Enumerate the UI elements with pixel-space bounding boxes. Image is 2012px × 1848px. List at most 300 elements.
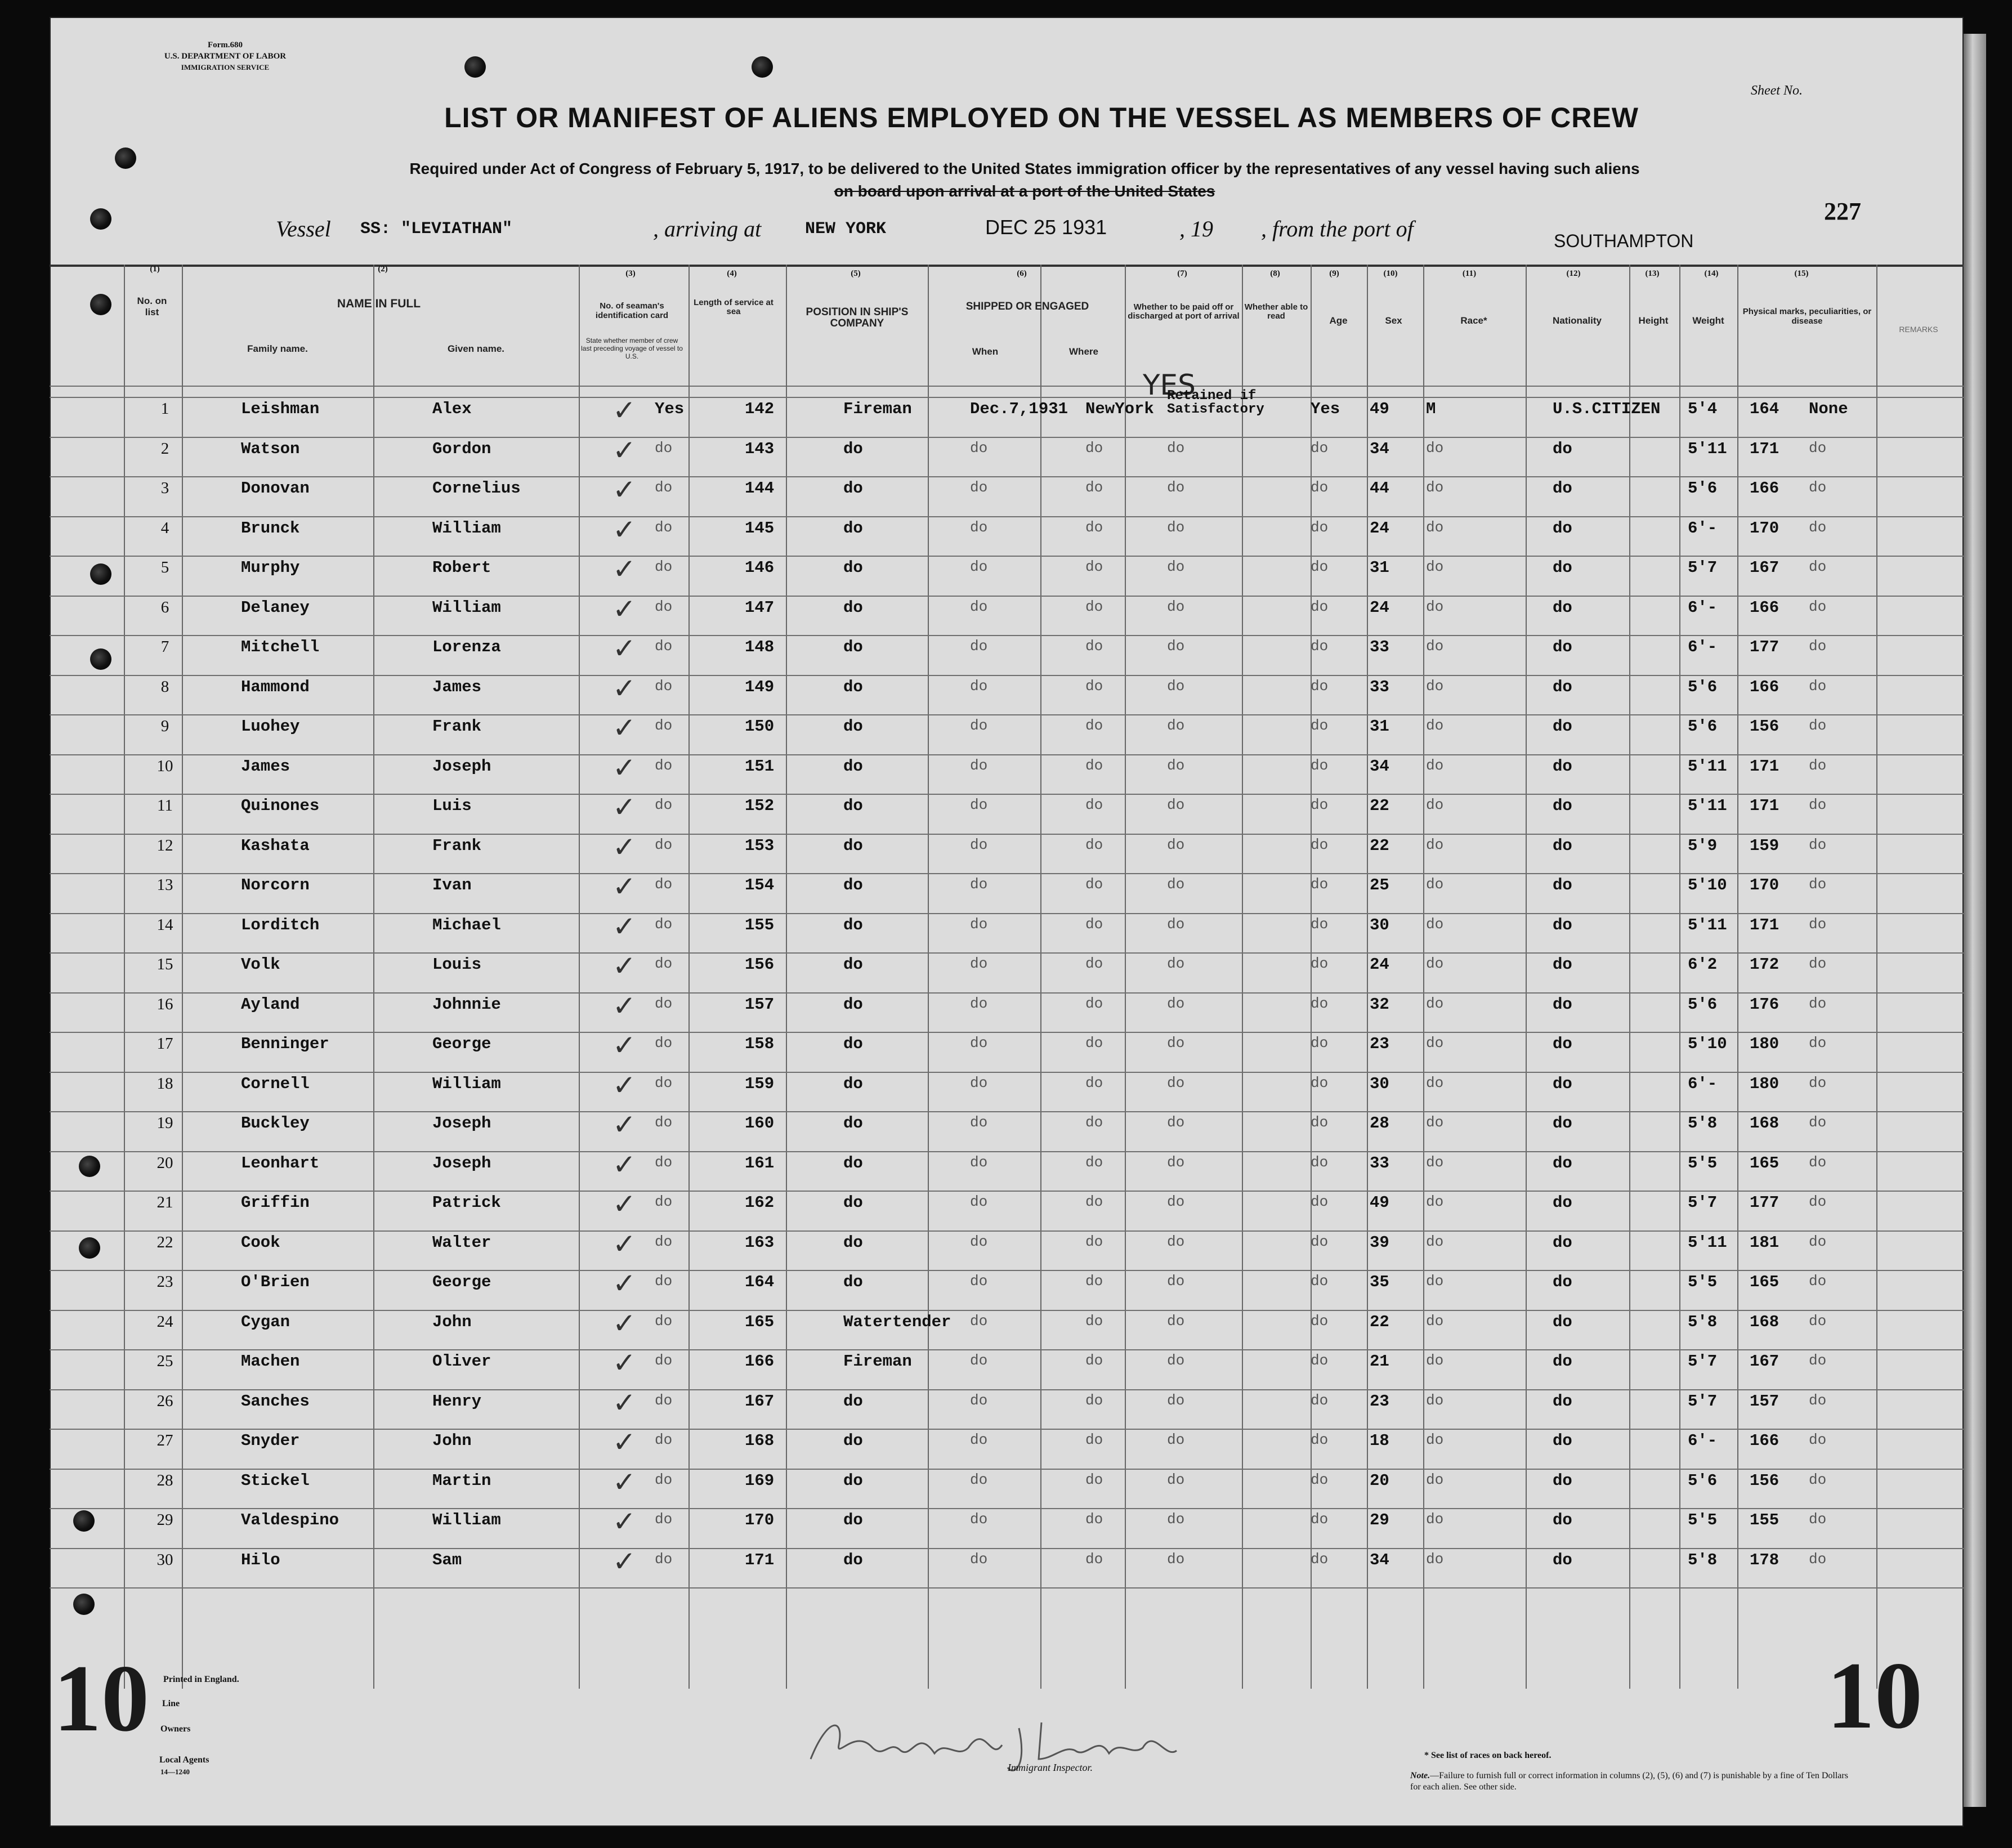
cell-service: 149 [745,678,775,696]
cell-card: do [655,558,673,575]
cell-when: do [970,836,988,853]
cell-given: Joseph [432,1114,491,1133]
cell-position: do [843,479,863,498]
cell-no: 29 [157,1511,173,1529]
cell-where: do [1085,955,1103,972]
cell-age: 18 [1370,1431,1389,1450]
cell-height: 5'6 [1688,717,1718,736]
cell-family: Benninger [241,1035,329,1053]
cell-weight: 176 [1750,995,1779,1014]
cell-age: 24 [1370,598,1389,617]
header-family-name: Family name. [247,343,308,354]
cell-height: 5'7 [1688,1352,1718,1371]
cell-weight: 156 [1750,717,1779,736]
cell-family: Delaney [241,598,310,617]
cell-family: Snyder [241,1431,300,1450]
cell-service: 168 [745,1431,775,1450]
cell-read: do [1311,1313,1329,1330]
cell-nationality: do [1553,440,1572,458]
form-service: IMMIGRATION SERVICE [181,63,270,71]
cell-family: Kashata [241,836,310,855]
cell-where: NewYork [1085,400,1154,418]
cell-family: Donovan [241,479,310,498]
sheet-label: Sheet No. [1751,83,1803,98]
cell-sex: do [1426,598,1444,615]
cell-nationality: do [1553,1114,1572,1133]
cell-family: Brunck [241,519,300,538]
cell-service: 163 [745,1233,775,1252]
cell-position: do [843,1273,863,1291]
cell-when: do [970,797,988,813]
cell-weight: 166 [1750,678,1779,696]
cell-position: do [843,1075,863,1093]
cell-where: do [1085,1035,1103,1051]
checkmark-icon: ✓ [612,1505,636,1538]
table-row [50,990,1964,1035]
cell-paid: do [1167,955,1185,972]
col-number-6: (6) [1017,269,1027,278]
cell-nationality: do [1553,1352,1572,1371]
table-row [50,388,1964,439]
table-row [50,1545,1964,1590]
cell-marks: do [1809,1352,1827,1369]
cell-paid: do [1167,1075,1185,1091]
cell-weight: 181 [1750,1233,1779,1252]
cell-weight: 180 [1750,1035,1779,1053]
cell-weight: 172 [1750,955,1779,974]
cell-sex: do [1426,440,1444,457]
cell-where: do [1085,1075,1103,1091]
cell-read: do [1311,678,1329,695]
subtitle-line-1: Required under Act of Congress of February 5, 1917, to be delivered to the United States immigration officer by the representatives of any vessel having such aliens [409,160,1640,177]
cell-paid: Retained if Satisfactory [1167,388,1264,417]
cell-paid: do [1167,598,1185,615]
header-where: Where [1069,346,1098,357]
cell-weight: 170 [1750,519,1779,538]
cell-where: do [1085,1352,1103,1369]
cell-paid: do [1167,1233,1185,1250]
cell-service: 155 [745,916,775,934]
cell-age: 23 [1370,1392,1389,1411]
cell-no: 2 [160,440,169,458]
cell-service: 160 [745,1114,775,1133]
cell-weight: 178 [1750,1551,1779,1569]
cell-age: 30 [1370,916,1389,934]
cell-service: 153 [745,836,775,855]
cell-age: 33 [1370,638,1389,656]
table-row [50,553,1964,598]
cell-where: do [1085,1511,1103,1528]
cell-nationality: do [1553,1551,1572,1569]
cell-sex: do [1426,1193,1444,1210]
table-row [50,1069,1964,1114]
cell-when: do [970,1313,988,1330]
cell-where: do [1085,1193,1103,1210]
cell-nationality: do [1553,1193,1572,1212]
cell-position: do [843,1392,863,1411]
cell-given: George [432,1035,491,1053]
cell-position: do [843,678,863,696]
cell-service: 151 [745,757,775,776]
cell-given: Joseph [432,1154,491,1173]
cell-paid: do [1167,479,1185,496]
cell-sex: do [1426,1352,1444,1369]
cell-height: 5'7 [1688,558,1718,577]
table-row [50,1346,1964,1391]
checkmark-icon: ✓ [612,1148,636,1181]
checkmark-icon: ✓ [612,632,636,665]
cell-height: 5'6 [1688,678,1718,696]
cell-card: do [655,519,673,536]
cell-read: Yes [1311,400,1340,418]
cell-when: do [970,717,988,734]
cell-paid: do [1167,1352,1185,1369]
checkmark-icon: ✓ [612,553,636,585]
cell-age: 34 [1370,757,1389,776]
cell-weight: 171 [1750,797,1779,815]
cell-height: 5'7 [1688,1193,1718,1212]
cell-card: do [655,638,673,655]
cell-given: Oliver [432,1352,491,1371]
cell-marks: do [1809,757,1827,774]
cell-paid: do [1167,440,1185,457]
cell-given: Robert [432,558,491,577]
table-row [50,1466,1964,1511]
cell-weight: 177 [1750,1193,1779,1212]
cell-weight: 170 [1750,876,1779,894]
cell-paid: do [1167,1511,1185,1528]
cell-family: Stickel [241,1471,310,1490]
table-row [50,1505,1964,1550]
cell-family: Lorditch [241,916,320,934]
date-stamp: DEC 25 1931 [985,216,1107,239]
cell-height: 5'7 [1688,1392,1718,1411]
checkmark-icon: ✓ [612,593,636,625]
cell-family: Cygan [241,1313,290,1331]
header-name-in-full: NAME IN FULL [337,297,421,310]
cell-family: Griffin [241,1193,310,1212]
cell-height: 5'8 [1688,1551,1718,1569]
cell-paid: do [1167,916,1185,933]
cell-nationality: do [1553,757,1572,776]
cell-read: do [1311,1551,1329,1568]
cell-no: 19 [157,1114,173,1132]
header-id-card: No. of seaman's identification card [595,301,669,320]
cell-when: do [970,1075,988,1091]
cell-nationality: do [1553,638,1572,656]
departure-port: SOUTHAMPTON [1554,231,1694,251]
cell-height: 5'11 [1688,797,1727,815]
cell-card: do [655,717,673,734]
cell-nationality: do [1553,558,1572,577]
cell-card: do [655,836,673,853]
col-number-5: (5) [851,269,861,278]
cell-given: Johnnie [432,995,501,1014]
cell-no: 17 [157,1035,173,1053]
cell-weight: 166 [1750,1431,1779,1450]
cell-where: do [1085,1114,1103,1131]
cell-service: 171 [745,1551,775,1569]
cell-sex: do [1426,1392,1444,1409]
cell-marks: do [1809,1075,1827,1091]
signature-svg [805,1706,1199,1779]
cell-sex: M [1426,400,1436,418]
cell-nationality: do [1553,1075,1572,1093]
punch-hole [464,56,486,78]
cell-given: James [432,678,482,696]
cell-paid: do [1167,558,1185,575]
cell-read: do [1311,876,1329,893]
cell-sex: do [1426,916,1444,933]
table-row [50,1108,1964,1153]
cell-read: do [1311,638,1329,655]
cell-weight: 159 [1750,836,1779,855]
cell-paid: do [1167,678,1185,695]
cell-height: 5'11 [1688,440,1727,458]
cell-given: Cornelius [432,479,521,498]
header-bottom-rule [50,386,1964,387]
cell-where: do [1085,757,1103,774]
cell-when: do [970,1551,988,1568]
cell-marks: do [1809,638,1827,655]
checkmark-icon: ✓ [612,1267,636,1300]
cell-no: 16 [157,995,173,1013]
cell-nationality: do [1553,1035,1572,1053]
cell-nationality: do [1553,955,1572,974]
cell-family: Watson [241,440,300,458]
cell-sex: do [1426,1114,1444,1131]
cell-paid: do [1167,1471,1185,1488]
cell-read: do [1311,1035,1329,1051]
row-rule [50,397,1964,398]
checkmark-icon: ✓ [612,434,636,467]
cell-age: 22 [1370,797,1389,815]
checkmark-icon: ✓ [612,1188,636,1220]
cell-given: Frank [432,836,482,855]
cell-nationality: do [1553,1313,1572,1331]
cell-given: Sam [432,1551,462,1569]
cell-when: do [970,1511,988,1528]
cell-read: do [1311,1193,1329,1210]
cell-card: do [655,1392,673,1409]
table-row [50,831,1964,876]
cell-marks: do [1809,1114,1827,1131]
cell-age: 23 [1370,1035,1389,1053]
cell-no: 6 [160,598,169,616]
cell-paid: do [1167,1392,1185,1409]
cell-age: 33 [1370,1154,1389,1173]
cell-height: 5'10 [1688,1035,1727,1053]
cell-sex: do [1426,836,1444,853]
cell-read: do [1311,1233,1329,1250]
cell-height: 5'5 [1688,1273,1718,1291]
cell-sex: do [1426,1471,1444,1488]
cell-no: 8 [160,678,169,696]
cell-marks: do [1809,558,1827,575]
cell-family: Leishman [241,400,320,418]
cell-age: 44 [1370,479,1389,498]
cell-family: Hammond [241,678,310,696]
cell-position: Fireman [843,400,912,418]
cell-given: Martin [432,1471,491,1490]
cell-age: 39 [1370,1233,1389,1252]
cell-where: do [1085,1431,1103,1448]
table-row [50,870,1964,915]
table-row [50,712,1964,757]
cell-sex: do [1426,558,1444,575]
arrival-port: NEW YORK [805,220,887,239]
checkmark-icon: ✓ [612,1545,636,1578]
footer-owners-label: Owners [160,1724,191,1734]
year-label: , 19 [1179,216,1213,241]
cell-where: do [1085,876,1103,893]
cell-given: Luis [432,797,472,815]
header-physical-marks: Physical marks, peculiarities, or disease [1742,307,1872,326]
cell-no: 1 [160,400,169,418]
note-label: Note. [1410,1771,1430,1780]
cell-height: 5'10 [1688,876,1727,894]
cell-family: Quinones [241,797,320,815]
cell-paid: do [1167,519,1185,536]
cell-age: 34 [1370,1551,1389,1569]
cell-family: James [241,757,290,776]
cell-marks: do [1809,916,1827,933]
col-number-4: (4) [727,269,737,278]
cell-nationality: do [1553,1511,1572,1529]
cell-marks: do [1809,836,1827,853]
cell-paid: do [1167,836,1185,853]
cell-nationality: do [1553,1471,1572,1490]
cell-age: 22 [1370,836,1389,855]
table-row [50,751,1964,797]
cell-given: John [432,1313,472,1331]
cell-nationality: do [1553,1392,1572,1411]
cell-when: do [970,1114,988,1131]
cell-age: 21 [1370,1352,1389,1371]
cell-marks: do [1809,1233,1827,1250]
table-row [50,632,1964,677]
cell-weight: 167 [1750,1352,1779,1371]
checkmark-icon: ✓ [612,1108,636,1141]
checkmark-icon: ✓ [612,1228,636,1260]
cell-height: 5'6 [1688,1471,1718,1490]
cell-card: do [655,1313,673,1330]
cell-when: do [970,1471,988,1488]
header-race: Race* [1460,315,1487,326]
cell-nationality: do [1553,519,1572,538]
footer-line-label: Line [162,1699,180,1708]
cell-no: 30 [157,1551,173,1569]
cell-weight: 156 [1750,1471,1779,1490]
inspector-label: Immigrant Inspector. [1008,1762,1093,1773]
header-no-on-list: No. on list [137,296,167,317]
cell-weight: 171 [1750,757,1779,776]
cell-given: William [432,1511,501,1529]
cell-read: do [1311,558,1329,575]
arriving-label: , arriving at [653,216,762,241]
cell-sex: do [1426,479,1444,496]
cell-no: 28 [157,1471,173,1489]
cell-where: do [1085,638,1103,655]
cell-where: do [1085,797,1103,813]
form-department: U.S. DEPARTMENT OF LABOR [164,52,287,61]
cell-no: 18 [157,1075,173,1093]
checkmark-icon: ✓ [612,1307,636,1340]
cell-marks: do [1809,678,1827,695]
cell-height: 5'5 [1688,1511,1718,1529]
cell-marks: None [1809,400,1848,418]
vessel-name: SS: "LEVIATHAN" [360,220,513,239]
header-given-name: Given name. [447,343,505,354]
cell-card: do [655,1511,673,1528]
header-length-of-service: Length of service at sea [694,298,773,316]
cell-where: do [1085,1154,1103,1171]
cell-position: do [843,1431,863,1450]
table-row [50,950,1964,995]
cell-where: do [1085,1313,1103,1330]
cell-family: Cornell [241,1075,310,1093]
sheet-number: 227 [1824,198,1861,225]
cell-card: do [655,955,673,972]
cell-position: do [843,876,863,894]
cell-marks: do [1809,1313,1827,1330]
cell-marks: do [1809,598,1827,615]
checkmark-icon: ✓ [612,950,636,982]
header-shipped-engaged: SHIPPED OR ENGAGED [965,301,1089,312]
cell-weight: 165 [1750,1273,1779,1291]
races-note: * See list of races on back hereof. [1424,1751,1552,1760]
page-subtitle [236,158,1813,203]
cell-when: do [970,1193,988,1210]
cell-family: Hilo [241,1551,280,1569]
cell-given: Alex [432,400,472,418]
cell-given: Joseph [432,757,491,776]
table-row [50,593,1964,638]
cell-when: Dec.7,1931 [970,400,1068,418]
big-number-left: 10 [53,1645,149,1751]
cell-weight: 168 [1750,1313,1779,1331]
cell-marks: do [1809,1193,1827,1210]
cell-service: 146 [745,558,775,577]
cell-sex: do [1426,1154,1444,1171]
vessel-label: Vessel [276,216,331,241]
cell-sex: do [1426,1551,1444,1568]
cell-read: do [1311,1511,1329,1528]
cell-when: do [970,1273,988,1290]
checkmark-icon: ✓ [612,513,636,546]
cell-family: Valdespino [241,1511,339,1529]
cell-nationality: do [1553,1233,1572,1252]
cell-service: 150 [745,717,775,736]
cell-nationality: do [1553,995,1572,1014]
footer-form-code: 14—1240 [160,1768,190,1776]
cell-position: do [843,955,863,974]
cell-sex: do [1426,1431,1444,1448]
cell-card: do [655,797,673,813]
cell-age: 22 [1370,1313,1389,1331]
cell-family: Buckley [241,1114,310,1133]
cell-no: 26 [157,1392,173,1410]
cell-position: do [843,1114,863,1133]
table-row [50,434,1964,479]
table-row [50,1426,1964,1471]
header-height: Height [1638,315,1669,326]
cell-card: do [655,1431,673,1448]
col-number-11: (11) [1462,269,1477,278]
cell-no: 22 [157,1233,173,1251]
cell-marks: do [1809,440,1827,457]
cell-no: 7 [160,638,169,656]
